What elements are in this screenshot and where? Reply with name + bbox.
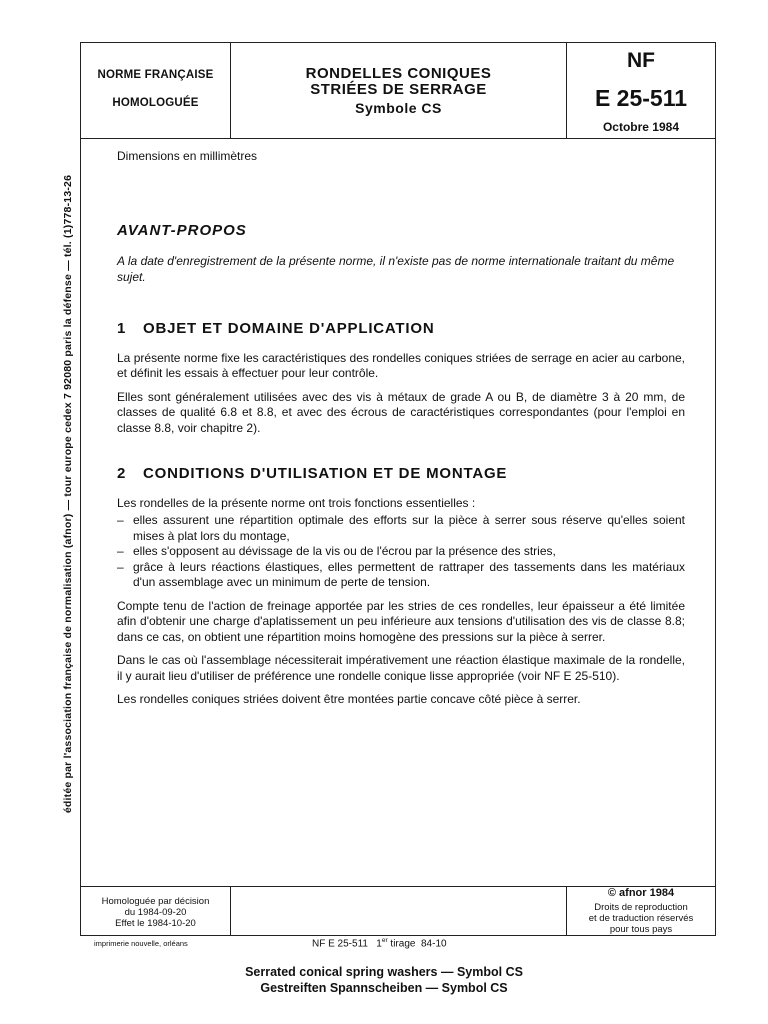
rights-line-1: Droits de reproduction <box>594 902 688 913</box>
homologation-line-2: du 1984-09-20 <box>124 907 187 918</box>
publication-date: Octobre 1984 <box>602 120 680 134</box>
dimensions-note: Dimensions en millimètres <box>117 149 258 163</box>
copyright-box <box>567 887 715 935</box>
foreword-text: A la date d'enregistrement de la présente norme, il n'existe pas de norme internationale traitant du même sujet. <box>117 254 675 284</box>
section-2-paragraph: Compte tenu de l'action de freinage apportée par les stries de ces rondelles, leur épaisseur a été limitée afin d'obtenir une charge d'aplatissement un peu inférieure aux tensions d'utilisation des vis de classe 8.8; dans ce cas, on obtient une répartition moins homogène des pressions sur la pièce à serrer. <box>117 598 685 644</box>
document-body <box>117 149 685 716</box>
title-line-2: STRIÉES DE SERRAGE <box>310 81 487 98</box>
print-run-label: tirage <box>390 938 416 950</box>
dash-marker: – <box>117 559 124 574</box>
german-title: Gestreiften Spannscheiben — Symbol CS <box>260 981 508 995</box>
section-2-intro: Les rondelles de la présente norme ont trois fonctions essentielles : <box>117 495 476 510</box>
print-run-date: 84-10 <box>421 938 447 950</box>
section-1-paragraph: Elles sont généralement utilisées avec des vis à métaux de grade A ou B, de diamètre 3 à 20 mm, de classes de qualité 6.8 et 8.8, et avec des écrous de caractéristiques correspondantes (pour l'emploi en classe 8.8, voir chapitre 2). <box>117 389 685 435</box>
publisher-side-text: éditée par l'association française de normalisation (afnor) — tour europe cedex 7 92080 paris la défense — tél. (1)778-13-26 <box>62 174 74 814</box>
norme-francaise-label: NORME FRANÇAISE <box>97 69 214 81</box>
list-item <box>117 544 685 560</box>
title-line-1: RONDELLES CONIQUES <box>305 65 492 82</box>
homologation-line-3: Effet le 1984-10-20 <box>115 918 196 929</box>
homologuee-label: HOMOLOGUÉE <box>112 97 199 109</box>
section-2-bullet-list <box>117 513 685 591</box>
section-1-heading <box>117 321 685 337</box>
print-run-number: 1 <box>376 938 382 950</box>
dash-marker: – <box>117 513 124 527</box>
section-2-heading <box>117 466 685 482</box>
copyright-notice: © afnor 1984 <box>607 887 675 899</box>
list-item <box>117 513 685 544</box>
section-2-number: 2 <box>117 465 127 482</box>
homologation-box <box>81 887 230 935</box>
nf-label: NF <box>627 49 655 72</box>
footer-vline-left <box>230 886 231 936</box>
printer-name: imprimerie nouvelle, orléans <box>94 939 188 948</box>
standard-code: E 25-511 <box>594 85 688 111</box>
list-item <box>117 560 685 591</box>
section-2-paragraph: Dans le cas où l'assemblage nécessiterait impérativement une réaction élastique maximale de la rondelle, il y aurait lieu d'utiliser de préférence une rondelle conique lisse appropriée (voir NF E 25-510). <box>117 653 685 683</box>
header-reference <box>567 43 715 139</box>
list-item-text: elles s'opposent au dévissage de la vis ou de l'écrou par la présence des stries, <box>133 544 556 558</box>
section-2-title: CONDITIONS D'UTILISATION ET DE MONTAGE <box>143 465 508 482</box>
section-1-number: 1 <box>117 320 127 337</box>
header-status <box>81 43 230 139</box>
section-1-paragraph: La présente norme fixe les caractéristiques des rondelles coniques striées de serrage en acier au carbone, et définit les essais à effectuer pour leur contrôle. <box>117 350 685 380</box>
section-1-title: OBJET ET DOMAINE D'APPLICATION <box>143 320 435 337</box>
foreword-heading: AVANT-PROPOS <box>117 221 247 239</box>
header-title <box>231 43 566 139</box>
print-run-suffix: er <box>381 937 388 944</box>
rights-line-3: pour tous pays <box>609 924 673 935</box>
list-item-text: grâce à leurs réactions élastiques, elles permettent de rattraper des tassements dans les matériaux d'un assemblage avec un minimum de perte de tension. <box>133 559 685 589</box>
list-item-text: elles assurent une répartition optimale des efforts sur la pièce à serrer sous réserve qu'elles soient mises à plat lors du montage, <box>133 513 685 543</box>
print-reference: NF E 25-511 <box>312 938 368 950</box>
print-run-info <box>312 937 447 949</box>
homologation-line-1: Homologuée par décision <box>101 896 210 907</box>
standard-frame <box>80 42 716 936</box>
title-line-3: Symbole CS <box>355 100 442 116</box>
dash-marker: – <box>117 544 124 558</box>
rights-line-2: et de traduction réservés <box>588 913 694 924</box>
section-2-paragraph: Les rondelles coniques striées doivent être montées partie concave côté pièce à serrer. <box>117 692 581 706</box>
english-title: Serrated conical spring washers — Symbol CS <box>245 965 523 979</box>
